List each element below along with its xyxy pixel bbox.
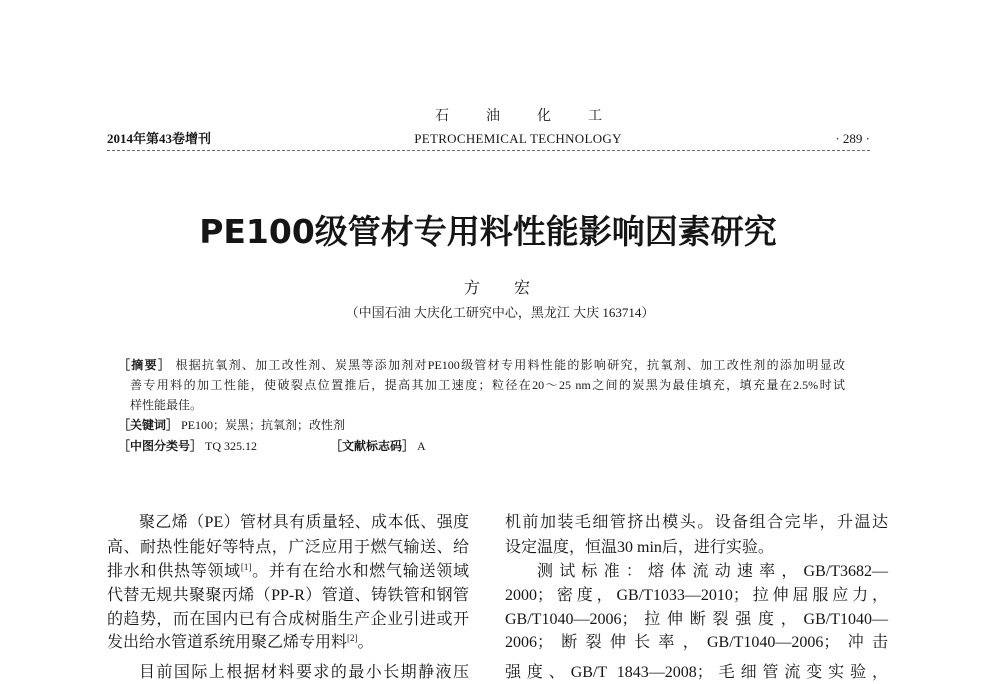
issue-info: 2014年第43卷增刊 <box>107 131 212 146</box>
keywords-line <box>118 417 618 433</box>
body-text: 目前国际上根据材料要求的最小长期静液压 <box>139 664 469 681</box>
document-code-line <box>330 438 530 454</box>
abstract-text: 样性能最佳。 <box>130 398 203 412</box>
body-line <box>505 586 888 606</box>
body-line <box>107 633 469 653</box>
body-text: 设定温度，恒温30 min后，进行实验。 <box>505 539 774 556</box>
body-text: 聚乙烯（PE）管材具有质量轻、成本低、强度 <box>139 514 469 531</box>
clc-label: ［中图分类号］ <box>118 439 203 453</box>
body-text: 代替无规共聚聚丙烯（PP-R）管道、铸铁管和钢管 <box>107 587 469 604</box>
body-line <box>107 663 469 683</box>
abstract-label: ［摘要］ <box>118 358 172 372</box>
citation-ref: [2] <box>347 633 358 643</box>
abstract-text: 善专用料的加工性能，使破裂点位置推后，提高其加工速度；粒径在20～25 nm之间的炭黑为最佳填充，填充量在2.5%时试 <box>130 378 845 392</box>
body-line <box>505 610 888 630</box>
body-text: 排水和供热等领域 <box>107 563 241 580</box>
body-text: 2000；密度，GB/T1033—2010；拉伸屈服应力， <box>505 587 888 604</box>
body-text: 。 <box>357 634 374 651</box>
header-rule <box>107 150 870 151</box>
body-line <box>505 663 888 683</box>
journal-name-chinese: 石油化工 <box>435 109 639 124</box>
document-code: A <box>417 439 426 453</box>
page-number: · 289 · <box>835 131 870 146</box>
body-text: 2006；断裂伸长率，GB/T1040—2006；冲击 <box>505 634 888 651</box>
abstract-line <box>130 397 845 413</box>
abstract-line <box>130 377 845 393</box>
body-line <box>107 610 469 630</box>
body-line <box>505 513 888 533</box>
paper-title: PE100级管材专用料性能影响因素研究 <box>199 212 777 251</box>
body-text: 的趋势，而在国内已有合成树脂生产企业引进或开 <box>107 611 469 628</box>
abstract-line <box>118 357 845 373</box>
body-text: 强度、GB/T 1843—2008；毛细管流变实验， <box>505 664 888 681</box>
body-line <box>505 633 888 653</box>
body-text: 机前加装毛细管挤出模头。设备组合完毕，升温达 <box>505 514 888 531</box>
citation-ref: [1] <box>240 562 252 572</box>
keywords-text: PE100；炭黑；抗氧剂；改性剂 <box>181 418 346 432</box>
body-text: GB/T1040—2006；拉伸断裂强度，GB/T1040— <box>505 611 888 628</box>
abstract-text: 根据抗氧剂、加工改性剂、炭黑等添加剂对PE100级管材专用料性能的影响研究，抗氧剂、加工改性剂的添加明显改 <box>175 358 846 372</box>
body-line <box>505 562 888 582</box>
body-text: 发出给水管道系统用聚乙烯专用料 <box>107 634 348 651</box>
author-affiliation: （中国石油 大庆化工研究中心，黑龙江 大庆 163714） <box>345 305 655 320</box>
body-text: 测试标准：熔体流动速率，GB/T3682— <box>537 563 888 580</box>
body-line <box>107 513 469 533</box>
body-line <box>505 538 888 558</box>
clc-line <box>118 438 318 454</box>
body-line <box>107 562 469 582</box>
journal-name-english: PETROCHEMICAL TECHNOLOGY <box>414 131 622 146</box>
body-line <box>107 586 469 606</box>
author-name: 方宏 <box>464 280 565 297</box>
body-text: 高、耐热性能好等特点，广泛应用于燃气输送、给 <box>107 539 469 556</box>
keywords-label: ［关键词］ <box>118 418 179 432</box>
body-line <box>107 538 469 558</box>
document-code-label: ［文献标志码］ <box>330 439 415 453</box>
clc-number: TQ 325.12 <box>205 439 258 453</box>
body-text: 。并有在给水和燃气输送领域 <box>251 563 469 580</box>
